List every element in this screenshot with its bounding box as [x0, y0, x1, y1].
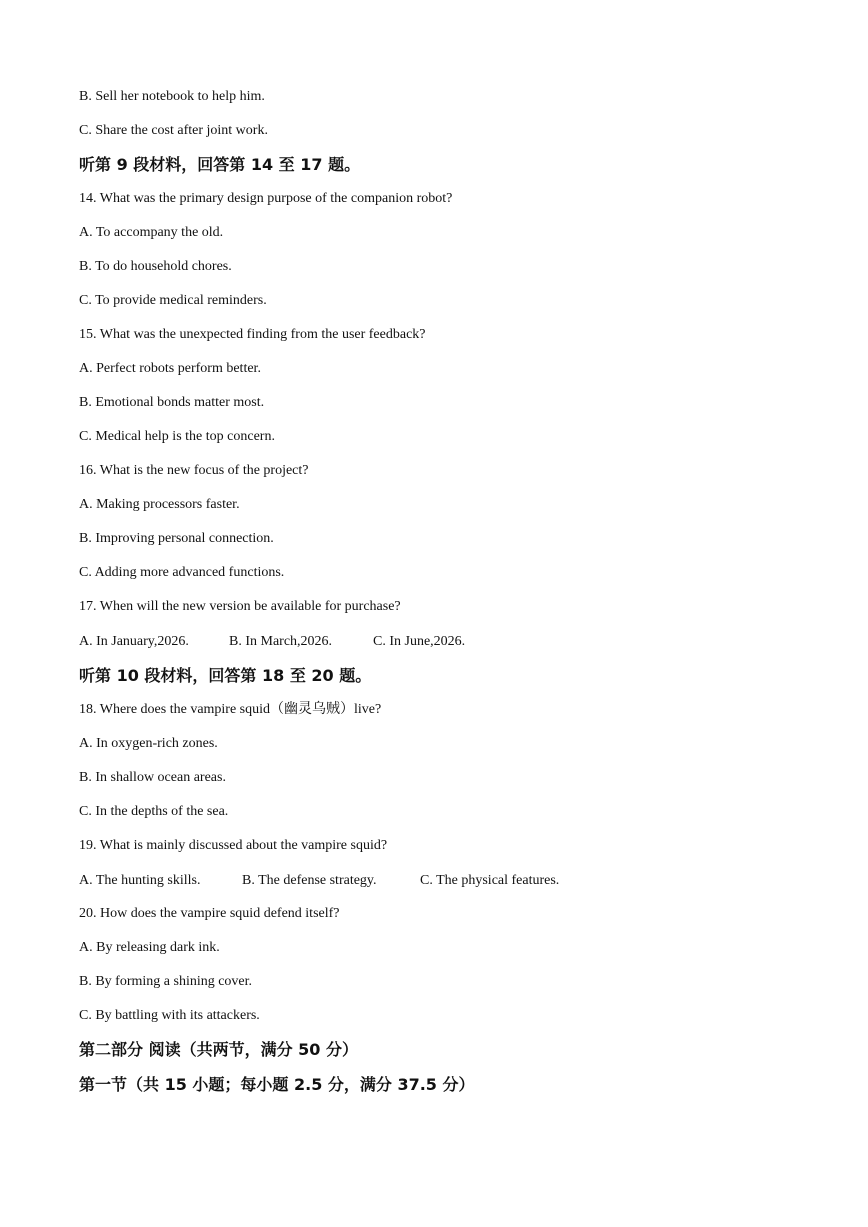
section-heading-9: 听第 9 段材料，回答第 14 至 17 题。	[79, 155, 361, 174]
option-20b: B. By forming a shining cover.	[79, 974, 253, 989]
question-16: 16. What is the new focus of the project?	[79, 463, 309, 478]
option-16b: B. Improving personal connection.	[79, 531, 274, 546]
option-15b: B. Emotional bonds matter most.	[79, 395, 265, 410]
option-18c: C. In the depths of the sea.	[79, 804, 229, 819]
option-16a: A. Making processors faster.	[79, 497, 240, 512]
option-17c: C. In June,2026.	[373, 634, 466, 649]
part-two-heading: 第二部分 阅读（共两节，满分 50 分）	[79, 1040, 358, 1059]
option-13c: C. Share the cost after joint work.	[79, 123, 268, 138]
question-20: 20. How does the vampire squid defend itself?	[79, 906, 340, 921]
option-19a: A. The hunting skills.	[79, 873, 201, 888]
section-heading-10: 听第 10 段材料，回答第 18 至 20 题。	[79, 666, 372, 685]
option-17b: B. In March,2026.	[229, 634, 333, 649]
section-one-heading: 第一节（共 15 小题；每小题 2.5 分，满分 37.5 分）	[79, 1075, 475, 1094]
option-14b: B. To do household chores.	[79, 259, 232, 274]
option-19c: C. The physical features.	[420, 873, 560, 888]
option-17a: A. In January,2026.	[79, 634, 189, 649]
option-19b: B. The defense strategy.	[242, 873, 377, 888]
question-17: 17. When will the new version be available for purchase?	[79, 599, 401, 614]
option-15a: A. Perfect robots perform better.	[79, 361, 261, 376]
option-15c: C. Medical help is the top concern.	[79, 429, 275, 444]
option-20a: A. By releasing dark ink.	[79, 940, 220, 955]
option-18a: A. In oxygen-rich zones.	[79, 736, 218, 751]
option-14c: C. To provide medical reminders.	[79, 293, 267, 308]
question-19: 19. What is mainly discussed about the vampire squid?	[79, 838, 388, 853]
question-15: 15. What was the unexpected finding from the user feedback?	[79, 327, 426, 342]
option-20c: C. By battling with its attackers.	[79, 1008, 260, 1023]
option-18b: B. In shallow ocean areas.	[79, 770, 226, 785]
option-13b: B. Sell her notebook to help him.	[79, 89, 265, 104]
question-18: 18. Where does the vampire squid（幽灵乌贼）live?	[79, 702, 382, 717]
question-14: 14. What was the primary design purpose of the companion robot?	[79, 191, 453, 206]
option-14a: A. To accompany the old.	[79, 225, 224, 240]
option-16c: C. Adding more advanced functions.	[79, 565, 285, 580]
